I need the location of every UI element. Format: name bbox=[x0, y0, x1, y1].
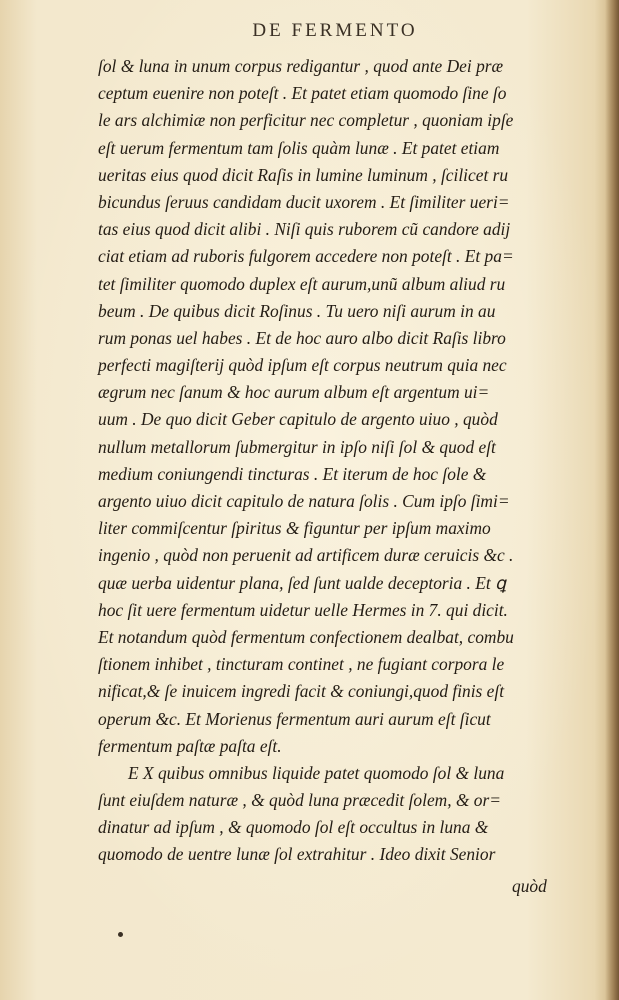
text-line: Et notandum quòd fermentum confectionem dealbat, combu bbox=[98, 626, 514, 647]
text-line: ceptum euenire non poteſt . Et patet etiam quomodo ſine ſo bbox=[98, 83, 507, 104]
text-line: ſol & luna in unum corpus redigantur , quod ante Dei præ bbox=[98, 56, 504, 76]
text-line: quomodo de uentre lunæ ſol extrahitur . Ideo dixit Senior bbox=[98, 844, 496, 865]
text-line: argento uiuo dicit capitulo de natura ſolis . Cum ipſo ſimi= bbox=[98, 491, 510, 511]
text-line: ingenio , quòd non peruenit ad artificem duræ ceruicis &c . bbox=[98, 545, 514, 566]
text-line: uum . De quo dicit Geber capitulo de argento uiuo , quòd bbox=[98, 409, 498, 430]
text-line: le ars alchimiæ non perficitur nec completur , quoniam ipſe bbox=[98, 110, 514, 131]
text-line: fermentum paſtæ paſta eſt. bbox=[98, 735, 282, 756]
text-line: rum ponas uel habes . Et de hoc auro albo dicit Raſis libro bbox=[98, 327, 506, 348]
text-line: tet ſimiliter quomodo duplex eſt aurum,unũ album aliud ru bbox=[98, 273, 506, 294]
text-line: perfecti magiſterij quòd ipſum eſt corpus neutrum quia nec bbox=[98, 355, 507, 376]
text-line: ciat etiam ad ruboris fulgorem accedere non poteſt . Et pa= bbox=[98, 246, 514, 267]
text-line: ægrum nec ſanum & hoc aurum album eſt argentum ui= bbox=[98, 382, 490, 403]
text-line: tas eius quod dicit alibi . Niſi quis ruborem cũ candore adij bbox=[98, 219, 511, 240]
text-line: hoc ſit uere fermentum uidetur uelle Hermes in 7. qui dicit. bbox=[98, 599, 508, 620]
text-line: liter commiſcentur ſpiritus & figuntur per ipſum maximo bbox=[98, 518, 491, 539]
running-head: DE FERMENTO bbox=[252, 20, 418, 41]
text-line: ſtionem inhibet , tincturam continet , ne fugiant corpora le bbox=[98, 654, 505, 675]
text-line: beum . De quibus dicit Roſinus . Tu uero niſi aurum in au bbox=[98, 300, 496, 321]
text-line: operum &c. Et Morienus fermentum auri aurum eſt ſicut bbox=[98, 708, 491, 729]
text-line: medium coniungendi tincturas . Et iterum de hoc ſole & bbox=[98, 463, 487, 484]
text-line: bicundus ſeruus candidam ducit uxorem . Et ſimiliter ueri= bbox=[98, 191, 510, 212]
text-line: eſt uerum fermentum tam ſolis quàm lunæ . Et patet etiam bbox=[98, 137, 500, 158]
body-text bbox=[98, 53, 590, 869]
catchword: quòd bbox=[512, 876, 547, 896]
text-line: nificat,& ſe inuicem ingredi facit & coniungi,quod finis eſt bbox=[98, 681, 505, 702]
text-line: ſunt eiuſdem naturæ , & quòd luna præcedit ſolem, & or= bbox=[98, 790, 502, 811]
paragraph-start-line: E X quibus omnibus liquide patet quomodo ſol & luna bbox=[128, 762, 505, 783]
text-line: dinatur ad ipſum , & quomodo ſol eſt occultus in luna & bbox=[98, 817, 489, 838]
text-line: nullum metallorum ſubmergitur in ipſo niſi ſol & quod eſt bbox=[98, 436, 496, 457]
text-line: ueritas eius quod dicit Raſis in lumine luminum , ſcilicet ru bbox=[98, 164, 509, 185]
text-line: quæ uerba uidentur plana, ſed ſunt ualde deceptoria . Et ꝗ bbox=[98, 572, 507, 593]
ink-dot bbox=[118, 932, 123, 937]
